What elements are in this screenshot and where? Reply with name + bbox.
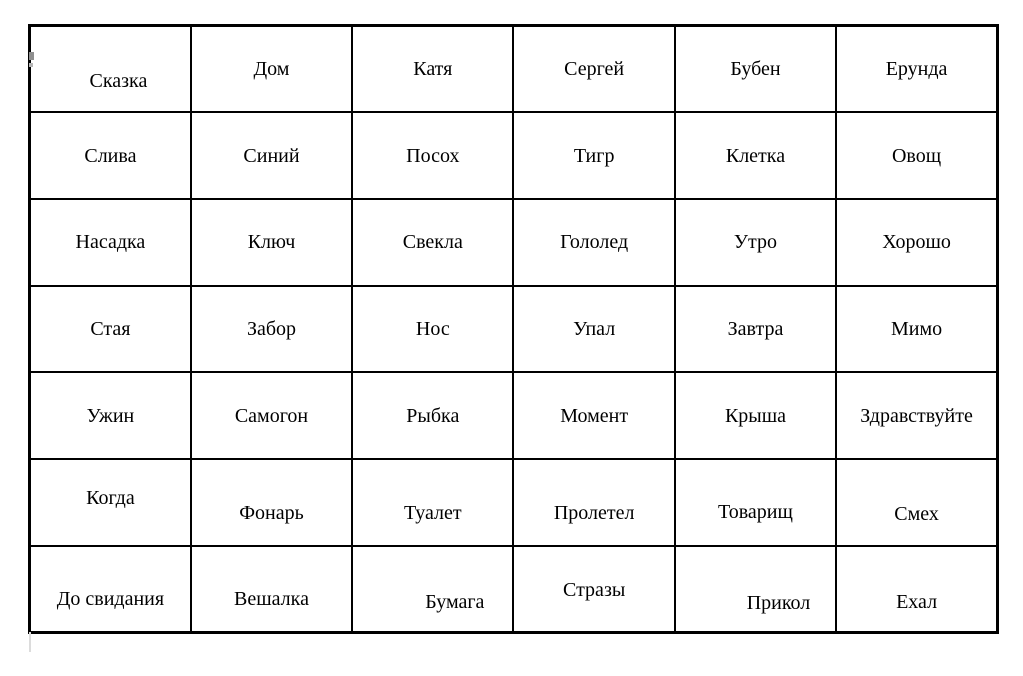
table-cell: [191, 546, 352, 633]
cell-word: Посох: [406, 144, 460, 167]
table-cell: [191, 112, 352, 199]
table-cell: [836, 372, 997, 459]
cell-word: Дом: [253, 58, 290, 81]
table-cell: [675, 546, 836, 633]
cell-word: Рыбка: [406, 404, 460, 427]
cell-word: Ключ: [247, 231, 296, 254]
word-table: [28, 24, 999, 634]
table-row: [30, 372, 998, 459]
table-cell: [675, 459, 836, 546]
table-cell: [513, 112, 674, 199]
cell-word: Прикол: [746, 591, 811, 614]
cell-word: Когда: [86, 487, 135, 510]
table-cell: [675, 112, 836, 199]
table-cell: [836, 459, 997, 546]
cell-word: Овощ: [891, 144, 942, 167]
table-cell: [352, 459, 513, 546]
scan-artifact-notch: [29, 52, 34, 60]
cell-word: Туалет: [404, 502, 462, 525]
table-cell: [836, 26, 997, 113]
table-cell: [513, 372, 674, 459]
table-cell: [30, 199, 191, 286]
table-cell: [675, 199, 836, 286]
cell-word: Хорошо: [882, 231, 951, 254]
table-cell: [30, 286, 191, 373]
table-cell: [513, 286, 674, 373]
table-cell: [836, 286, 997, 373]
table-cell: [191, 459, 352, 546]
cell-word: Упал: [573, 317, 616, 340]
cell-word: Мимо: [890, 317, 943, 340]
cell-word: Тигр: [573, 144, 615, 167]
table-row: [30, 546, 998, 633]
table-row: [30, 26, 998, 113]
cell-word: Сказка: [89, 70, 148, 93]
table-cell: [513, 199, 674, 286]
table-cell: [836, 112, 997, 199]
cell-word: До свидания: [56, 587, 165, 610]
cell-word: Ужин: [86, 404, 135, 427]
table-cell: [352, 112, 513, 199]
cell-word: Свекла: [402, 231, 463, 254]
scan-artifact-notch: [29, 63, 33, 67]
table-cell: [513, 459, 674, 546]
table-cell: [836, 546, 997, 633]
table-cell: [352, 26, 513, 113]
scan-artifact-line: [29, 632, 31, 652]
cell-word: Товарищ: [718, 501, 793, 524]
table-cell: [191, 199, 352, 286]
cell-word: Синий: [243, 144, 300, 167]
cell-word: Катя: [413, 58, 453, 81]
cell-word: Сергей: [564, 58, 625, 81]
table-cell: [352, 199, 513, 286]
word-table-body: [30, 26, 998, 633]
table-row: [30, 459, 998, 546]
table-row: [30, 286, 998, 373]
cell-word: Забор: [246, 317, 297, 340]
cell-word: Стая: [90, 317, 131, 340]
cell-word: Насадка: [75, 231, 146, 254]
cell-word: Гололед: [560, 231, 629, 254]
cell-word: Ерунда: [885, 58, 948, 81]
table-cell: [30, 372, 191, 459]
table-cell: [352, 546, 513, 633]
table-row: [30, 199, 998, 286]
cell-word: Утро: [733, 231, 778, 254]
table-cell: [836, 199, 997, 286]
table-cell: [352, 286, 513, 373]
cell-word: Крыша: [724, 404, 786, 427]
cell-word: Смех: [894, 503, 939, 526]
table-cell: [675, 286, 836, 373]
table-cell: [30, 26, 191, 113]
cell-word: Стразы: [563, 578, 626, 601]
table-cell: [191, 286, 352, 373]
cell-word: Бубен: [730, 58, 781, 81]
table-cell: [191, 26, 352, 113]
cell-word: Ехал: [896, 590, 938, 613]
cell-word: Вешалка: [234, 587, 309, 610]
table-cell: [191, 372, 352, 459]
cell-word: Нос: [415, 317, 450, 340]
table-cell: [352, 372, 513, 459]
cell-word: Завтра: [727, 317, 784, 340]
cell-word: Фонарь: [239, 502, 304, 525]
cell-word: Слива: [84, 144, 137, 167]
table-row: [30, 112, 998, 199]
cell-word: Самогон: [234, 404, 309, 427]
table-cell: [513, 26, 674, 113]
cell-word: Пролетел: [553, 502, 635, 525]
cell-word: Момент: [560, 404, 629, 427]
cell-word: Здравствуйте: [860, 404, 973, 427]
table-cell: [30, 112, 191, 199]
table-cell: [675, 372, 836, 459]
table-cell: [675, 26, 836, 113]
cell-word: Клетка: [725, 144, 786, 167]
table-cell: [513, 546, 674, 633]
table-cell: [30, 546, 191, 633]
table-cell: [30, 459, 191, 546]
cell-word: Бумага: [425, 590, 485, 613]
